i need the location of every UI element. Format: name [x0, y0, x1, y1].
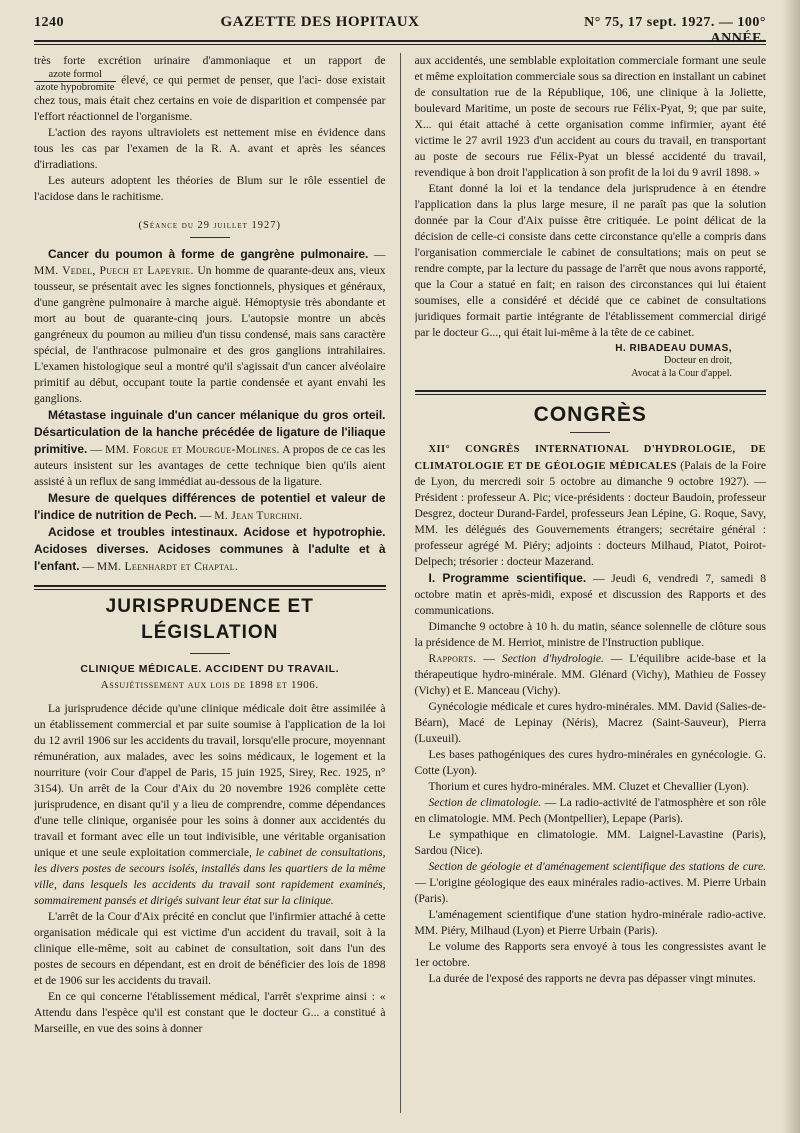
geologie-section: Section de géologie et d'aménagement scientifique des stations de cure.: [428, 859, 767, 873]
climatologie-text: — La radio-activité de l'atmosphère et son rôle en climatologie. MM. Pech (Montpellier), Lepape (Paris).: [414, 795, 767, 825]
article-text: A propos de ce cas les auteurs insistent sur les avantages de cette technique bien qu'ils aient assisté à un reflux de sang immédiat au-dessous de la ligature.: [34, 443, 386, 489]
journal-title: GAZETTE DES HOPITAUX: [220, 14, 420, 30]
signature: [415, 343, 767, 381]
text-j1: La jurisprudence décide qu'une clinique médicale doit être assimilée à un établissement commercial et par suite soumise à l'application de la loi du 12 avril 1906 sur les accidents du travail, lorsqu'elle procure, moyennant rémunération, aux malades, avec les soins médicaux, le logement et la nourriture (voir Cour d'appel de Paris, 15 juin 1925, Sirey, Rec. 1925, n° 3154). Un arrêt de la Cour d'Aix du 20 novembre 1926 complète cette jurisprudence, en disant qu'il y a lieu de comprendre, comme dépendances d'une telle clinique, organisée pour les soins à donner aux accidentés du travail et formant avec elle un tout indivisible, une véritable organisation unique et une seule exploitation commerciale,: [34, 702, 386, 860]
rapports-section: Section d'hydrologie.: [501, 651, 604, 665]
paragraph-volume: Le volume des Rapports sera envoyé à tous les congressistes avant le 1er octobre.: [414, 939, 767, 969]
article-authors: MM. Vedel, Puech et Lapeyrie.: [34, 264, 194, 278]
page-number: 1240: [34, 15, 64, 30]
paragraph-sympathique: Le sympathique en climatologie. MM. Laignel-Lavastine (Paris), Sardou (Nice).: [414, 827, 767, 857]
right-column: [415, 53, 767, 1113]
text-p1-start: très forte excrétion urinaire d'ammoniaque et un rapport de: [34, 54, 386, 67]
text-p1-rest: dose existait chez tous, mais était chez certains en voie de disparition et compensée par l'effort réactionnel de l'organisme.: [34, 73, 386, 124]
paragraph-etablissement: En ce qui concerne l'établissement médical, l'arrêt s'exprime ainsi : « Attendu dans l'espèce qu'il est constant que le docteur G... a constitué à Marseille, en vue des soins à donner: [34, 989, 386, 1035]
congres-details: (Palais de la Foire de Lyon, du mercredi soir 5 octobre au dimanche 9 octobre 1927). — Président : professeur A. Pic; vice-présidents : docteur Baudoin, professeur Desgrez, docteur Durand-Fardel, professeurs Jean Lépine, G. Roque, Savy, MM. les délégués des Gouvernements étrangers; secrétaire général : professeur agrégé M. Piéry; adjoints : docteurs Milhaud, Piatot, Poirot-Delpech; trésorier : docteur Mazerand.: [414, 458, 767, 569]
paragraph-rapports: Rapports. — Section d'hydrologie. — L'équilibre acide-base et la thérapeutique hydro-minérale. MM. Glénard (Vichy), Mathieu de Fossey (Vichy) et E. Manceau (Vichy).: [414, 651, 767, 697]
section-rule: [34, 585, 386, 590]
signature-name: H. RIBADEAU DUMAS,: [615, 342, 733, 354]
paragraph-bases: Les bases pathogéniques des cures hydro-minérales en gynécologie. G. Cotte (Lyon).: [414, 747, 767, 777]
column-divider: [400, 53, 401, 1113]
programme-text: — Jeudi 6, vendredi 7, samedi 8 octobre matin et après-midi, exposé et discussion des Rapports et des communications.: [414, 572, 767, 618]
paragraph-commentary: Etant donné la loi et la tendance dela jurisprudence à en étendre l'application dans la plus large mesure, il ne paraît pas que la solution donnée par la Cour d'Aix puisse être critiquée. Le point délicat de la décision de celle-ci consiste dans cette circonstance qu'elle a compris dans l'organisation commerciale le cabinet de consultations; mais on peut se rendre compte, par la lecture du passage de l'arrêt que nous avons rapporté, que la Cour a statué en fait; en raison des circonstances qui lui étaient soumises, elle a considéré et décidé que ce cabinet de consultations juridiques formait partie intégrante de l'établissement commercial dirigé par le docteur G..., qui était lui-même à la tête de ce cabinet.: [414, 181, 767, 339]
short-rule: [190, 653, 230, 654]
paragraph-arret: L'arrêt de la Cour d'Aix précité en conclut que l'infirmier attaché à cette organisation médicale qui est victime d'un accident du travail, soit à la clinique elle-même, soit au cabinet de consultation, soit dans l'un des postes de secours en dépendant, est en droit de bénéficier des lois de 1898 et de 1906 sur les accidents du travail.: [34, 910, 386, 987]
left-column: [34, 53, 386, 1113]
short-rule: [190, 237, 230, 238]
paragraph-acidose: [34, 53, 386, 125]
article-authors: MM. Leenhardt et Chaptal.: [96, 560, 239, 574]
paragraph-amenagement: L'aménagement scientifique d'une station hydro-minérale radio-active. MM. Piéry, Milhaud (Lyon) et Pierre Urbain (Paris).: [414, 907, 767, 937]
geologie-text: — L'origine géologique des eaux minérales radio-actives. M. Pierre Urbain (Paris).: [414, 875, 767, 905]
issue-info: N° 75, 17 sept. 1927. — 100° ANNÉE.: [584, 15, 766, 46]
paragraph-dimanche: Dimanche 9 octobre à 10 h. du matin, séance solennelle de clôture sous la présidence de M. Herriot, ministre de l'Instruction publique.: [414, 620, 767, 649]
programme-title: I. Programme scientifique.: [428, 571, 587, 586]
section-title-jurisprudence: JURISPRUDENCE ET LÉGISLATION: [105, 596, 314, 644]
paragraph-climatologie: [415, 795, 767, 827]
fraction-numerator: azote formol: [34, 69, 116, 82]
rapports-label: Rapports.: [428, 651, 477, 665]
paragraph-thorium: Thorium et cures hydro-minérales. MM. Cluzet et Chevallier (Lyon).: [428, 779, 749, 793]
page-edge-shadow: [782, 0, 800, 1133]
article-authors: MM. Forgue et Mourgue-Molines.: [105, 443, 280, 457]
signature-title: Docteur en droit,: [663, 355, 733, 367]
climatologie-section: Section de climatologie.: [428, 795, 542, 809]
congres-intro: [415, 441, 767, 570]
congres-heading: XII° CONGRÈS INTERNATIONAL D'HYDROLOGIE, DE CLIMATOLOGIE ET DE GÉOLOGIE MÉDICALES: [414, 444, 767, 472]
seance-date: (Séance du 29 juillet 1927): [138, 219, 281, 231]
rapports-text: — L'équilibre acide-base et la thérapeutique hydro-minérale. MM. Glénard (Vichy), Mathieu de Fossey (Vichy) et E. Manceau (Vichy).: [414, 651, 767, 697]
subsection-subtitle: Assujétissement aux lois de 1898 et 1906.: [100, 679, 319, 692]
programme: [415, 570, 767, 619]
text-p1-after: élevé, ce qui permet de penser, que l'aci-: [121, 73, 322, 87]
columns: [34, 53, 766, 1113]
article-cancer-poumon: Cancer du poumon à forme de gangrène pulmonaire. — MM. Vedel, Puech et Lapeyrie. Un homme de quarante-deux ans, vieux tousseur, se présentait avec les signes fonctionnels, physiques et généraux, d'une gangrène pulmonaire à marche aiguë. Hémoptysie très abondante et mort au bout de quarante-cinq jours. L'autopsie montre un abcès gangréneux du poumon au milieu d'un tissu condensé, mais sans caractère spécial, de l'anthracose pulmonaire et des gros ganglions intrahilaires. L'examen histologique seul a montré qu'il s'agissait d'un cancer alvéolaire primitif au début, occupant toute la partie condensée et ayant envahi les ganglions.: [34, 247, 386, 406]
article-authors: M. Jean Turchini.: [214, 509, 303, 523]
article-title: Cancer du poumon à forme de gangrène pulmonaire.: [48, 247, 369, 262]
fraction: [34, 69, 116, 93]
section-title-congres: CONGRÈS: [533, 403, 647, 427]
short-rule: [570, 432, 610, 433]
paragraph-jurisprudence: [34, 701, 386, 909]
article-text: Un homme de quarante-deux ans, vieux tousseur, se présentait avec les signes fonctionnels, physiques et généraux, d'une gangrène pulmonaire à marche aiguë. Hémoptysie très abondante et mort au bout de quarante-cinq jours. L'autopsie montre un abcès gangréneux du poumon au milieu d'un tissu condensé, mais sans caractère spécial, de l'anthracose pulmonaire et des gros ganglions intrahilaires. L'examen histologique seul a montré qu'il s'agissait d'un cancer alvéolaire primitif au début, occupant toute la partie condensée et ayant envahi les ganglions.: [34, 264, 386, 406]
article-title: Métastase inguinale d'un cancer mélanique du gros orteil. Désarticulation de la hanche précédée de ligature de l'iliaque primitive.: [34, 408, 386, 457]
paragraph-gynecologie: Gynécologie médicale et cures hydro-minérales. MM. David (Salies-de-Béarn), Macé de Lepinay (Néris), Macrez (Saint-Sauveur), Pierra (Luxeuil).: [414, 699, 767, 745]
article-metastase: Métastase inguinale d'un cancer mélanique du gros orteil. Désarticulation de la hanche précédée de ligature de l'iliaque primitive. — MM. Forgue et Mourgue-Molines. A propos de ce cas les auteurs insistent sur les avantages de cette technique bien qu'ils aient assisté à un reflux de sang immédiat au-dessous de la ligature.: [34, 408, 386, 489]
running-header: [34, 14, 766, 46]
fraction-denominator: azote hypobromite: [36, 81, 115, 93]
paragraph-uv: L'action des rayons ultraviolets est nettement mise en évidence dans tous les cas par l'examen de la R. A. avant et après les séances d'irradiations.: [34, 126, 386, 172]
text-j1-italic: le cabinet de consultations, les divers postes de secours isolés, installés dans les quartiers de la même ville, dans lesquels les accidents du travail sont rapidement examinés, sommairement pansés et dirigés suivant leur état sur la clinique.: [34, 846, 386, 908]
paragraph-blum: Les auteurs adoptent les théories de Blum sur le rôle essentiel de l'acidose dans le rachitisme.: [34, 174, 386, 203]
subsection-title: CLINIQUE MÉDICALE. ACCIDENT DU TRAVAIL.: [80, 662, 340, 675]
paragraph-duree: La durée de l'exposé des rapports ne devra pas dépasser vingt minutes.: [428, 971, 756, 985]
article-acidose: Acidose et troubles intestinaux. Acidose et hypotrophie. Acidoses diverses. Acidoses communes à l'adulte et à l'enfant. — MM. Leenhardt et Chaptal.: [34, 525, 386, 574]
signature-role: Avocat à la Cour d'appel.: [631, 367, 733, 379]
article-title: Acidose et troubles intestinaux. Acidose et hypotrophie. Acidoses diverses. Acidoses communes à l'adulte et à l'enfant.: [34, 525, 386, 574]
paragraph-continuation: aux accidentés, une semblable exploitation commerciale formant une seule et même exploitation commerciale sous sa direction en installant un cabinet de consultation rue de la République, 106, une clinique à la Joliette, boulevard Maritime, un poste de secours rue Félix-Pyat, 9; que par suite, X... qui était attaché à cette organisation comme infirmier, ayant été victime le 27 avril 1923 d'un accident au cours du travail, en transportant au poste de secours rue Félix-Pyat un blessé accidenté du travail, revendique à bon droit l'application à son profit de la loi du 9 avril 1898. »: [414, 54, 767, 179]
paragraph-geologie: [415, 859, 767, 907]
article-title: Mesure de quelques différences de potentiel et valeur de l'indice de nutrition de Pech.: [34, 491, 386, 523]
article-potentiel: Mesure de quelques différences de potentiel et valeur de l'indice de nutrition de Pech. — M. Jean Turchini.: [34, 491, 386, 523]
section-rule: [415, 390, 767, 395]
